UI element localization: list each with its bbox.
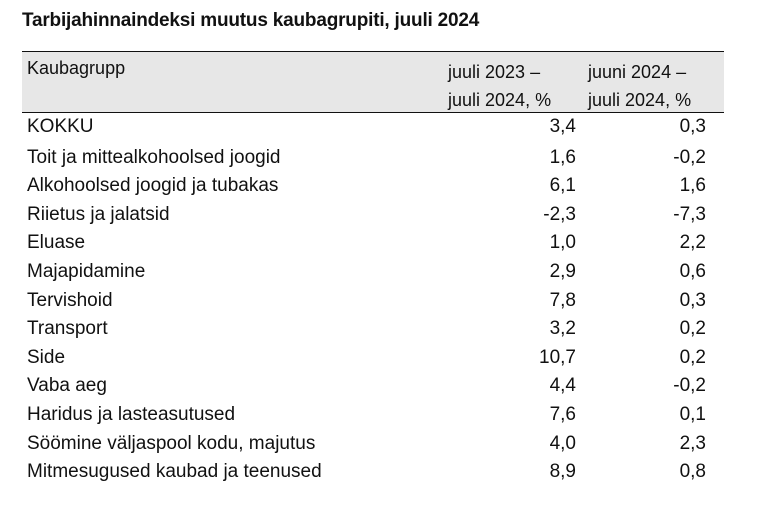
cell-kaubagrupp: Mitmesugused kaubad ja teenused bbox=[27, 461, 322, 483]
price-index-table bbox=[22, 51, 724, 487]
table-row bbox=[22, 144, 724, 173]
cell-annual-change: 7,6 bbox=[549, 403, 576, 425]
cell-monthly-change: 0,2 bbox=[679, 318, 706, 340]
cell-monthly-change: 0,1 bbox=[679, 403, 706, 425]
cell-annual-change: 1,6 bbox=[549, 146, 576, 168]
cell-kaubagrupp: Riietus ja jalatsid bbox=[27, 203, 170, 225]
cell-monthly-change: 0,8 bbox=[679, 461, 706, 483]
cell-annual-change: 8,9 bbox=[549, 461, 576, 483]
cell-annual-change: 1,0 bbox=[549, 232, 576, 254]
table-title: Tarbijahinnaindeksi muutus kaubagrupiti, juuli 2024 bbox=[22, 10, 480, 31]
table-row bbox=[22, 372, 724, 401]
cell-kaubagrupp: Tervishoid bbox=[27, 289, 113, 311]
cell-annual-change: 3,2 bbox=[549, 318, 576, 340]
cell-annual-change: 2,9 bbox=[549, 260, 576, 282]
header-annual-change bbox=[448, 58, 551, 114]
cell-kaubagrupp: Side bbox=[27, 346, 66, 368]
cell-annual-change: 6,1 bbox=[549, 175, 576, 197]
cell-kaubagrupp: Majapidamine bbox=[27, 260, 146, 282]
cell-monthly-change: -0,2 bbox=[673, 375, 706, 397]
header-monthly-change-line2: juuli 2024, % bbox=[588, 90, 692, 110]
cell-annual-change: 10,7 bbox=[539, 346, 576, 368]
table-row bbox=[22, 401, 724, 430]
table-row bbox=[22, 458, 724, 487]
cell-annual-change: 4,0 bbox=[549, 432, 576, 454]
cell-annual-change: -2,3 bbox=[543, 203, 576, 225]
header-annual-change-line2: juuli 2024, % bbox=[448, 90, 552, 110]
cell-monthly-change: 0,2 bbox=[679, 346, 706, 368]
cell-monthly-change: 0,3 bbox=[679, 289, 706, 311]
cell-monthly-change: 0,6 bbox=[679, 260, 706, 282]
table-row bbox=[22, 287, 724, 316]
cell-kaubagrupp: Söömine väljaspool kodu, majutus bbox=[27, 432, 316, 454]
cell-monthly-change: 1,6 bbox=[679, 175, 706, 197]
table-row bbox=[22, 430, 724, 459]
cell-kaubagrupp: Haridus ja lasteasutused bbox=[27, 403, 236, 425]
header-kaubagrupp: Kaubagrupp bbox=[27, 58, 126, 78]
table-row bbox=[22, 229, 724, 258]
table-row bbox=[22, 344, 724, 373]
cell-kaubagrupp: Vaba aeg bbox=[27, 375, 107, 397]
cell-annual-change: 3,4 bbox=[549, 116, 576, 137]
cell-kaubagrupp: KOKKU bbox=[27, 116, 94, 137]
cell-monthly-change: -7,3 bbox=[673, 203, 706, 225]
table-row bbox=[22, 258, 724, 287]
cell-kaubagrupp: Alkohoolsed joogid ja tubakas bbox=[27, 175, 279, 197]
table-row bbox=[22, 201, 724, 230]
cell-annual-change: 4,4 bbox=[549, 375, 576, 397]
cell-kaubagrupp: Eluase bbox=[27, 232, 86, 254]
table-header bbox=[22, 51, 724, 113]
cell-monthly-change: 2,3 bbox=[679, 432, 706, 454]
header-monthly-change bbox=[588, 58, 691, 114]
table-row bbox=[22, 113, 724, 144]
cell-annual-change: 7,8 bbox=[549, 289, 576, 311]
cell-kaubagrupp: Transport bbox=[27, 318, 108, 340]
header-annual-change-line1: juuli 2023 – bbox=[448, 62, 541, 82]
cell-monthly-change: 2,2 bbox=[679, 232, 706, 254]
header-monthly-change-line1: juuni 2024 – bbox=[588, 62, 687, 82]
cell-monthly-change: -0,2 bbox=[673, 146, 706, 168]
cell-kaubagrupp: Toit ja mittealkohoolsed joogid bbox=[27, 146, 281, 168]
table-body bbox=[22, 113, 724, 487]
cell-monthly-change: 0,3 bbox=[679, 116, 706, 137]
table-row bbox=[22, 315, 724, 344]
table-row bbox=[22, 172, 724, 201]
